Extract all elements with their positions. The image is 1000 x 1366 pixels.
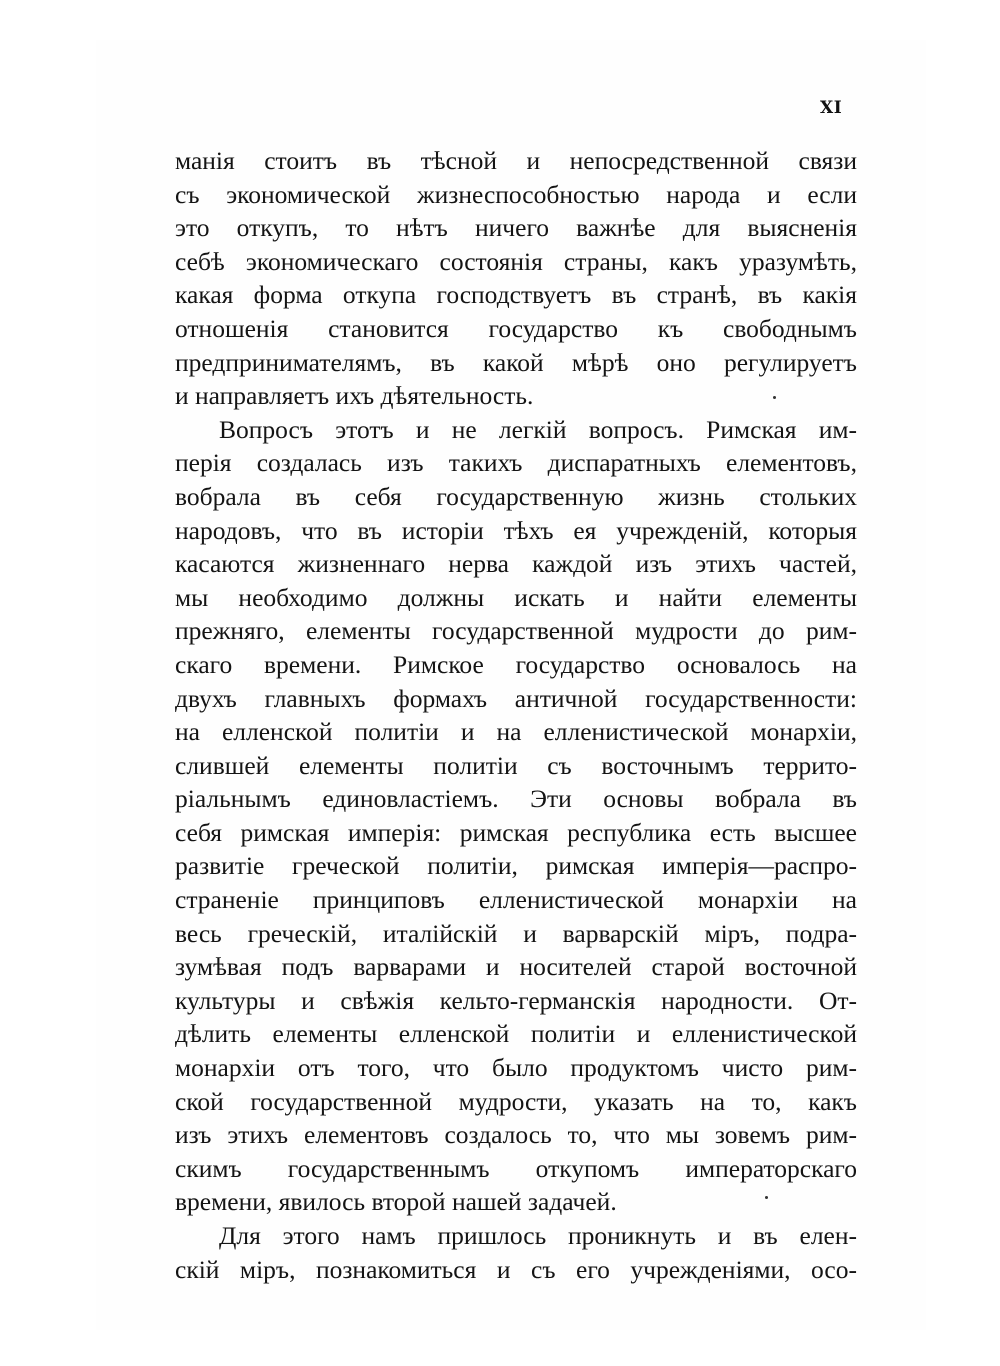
text-line: себѣ экономическаго состоянія страны, какъ уразумѣть,	[175, 246, 857, 276]
text-line: Для этого намъ пришлось проникнуть и въ елен-	[219, 1221, 857, 1250]
text-line: времени, явилось второй нашей задачей.	[175, 1187, 617, 1217]
text-line: мы необходимо должны искать и найти елементы	[175, 582, 857, 612]
text-line: скаго времени. Римское государство основалось на	[175, 649, 857, 679]
body-text	[175, 144, 857, 1286]
text-line: народовъ, что въ исторіи тѣхъ ея учрежденій, которыя	[175, 515, 857, 545]
text-line: вобрала въ себя государственную жизнь стольких	[175, 481, 857, 511]
page-number: XI	[820, 98, 843, 118]
text-line: манія стоитъ въ тѣсной и непосредственной связи	[175, 146, 857, 175]
text-line: ской государственной мудрости, указать на то, какъ	[175, 1086, 857, 1116]
paragraph-3	[175, 1219, 857, 1286]
text-line: предпринимателямъ, въ какой мѣрѣ оно регулируетъ	[175, 347, 857, 377]
paragraph-2	[175, 413, 857, 1219]
text-line: развитіе греческой политіи, римская имперія—распро-	[175, 851, 857, 881]
text-line: монархіи отъ того, что было продуктомъ чисто рим-	[175, 1053, 857, 1083]
text-line: страненіе принциповъ елленистической монархіи на	[175, 885, 857, 915]
text-line: скій міръ, познакомиться и съ его учрежденіями, осо-	[175, 1254, 857, 1284]
text-line: весь греческій, италійскій и варварскій міръ, подра-	[175, 918, 857, 948]
text-line: какая форма откупа господствуетъ въ странѣ, въ какія	[175, 280, 857, 310]
text-line: съ экономической жизнеспособностью народа и если	[175, 179, 857, 209]
text-line: себя римская имперія: римская республика есть высшее	[175, 817, 857, 847]
text-line: отношенія становится государство къ свободнымъ	[175, 313, 857, 343]
text-line: дѣлить елементы елленской политіи и елленистической	[175, 1019, 857, 1049]
text-line: это откупъ, то нѣтъ ничего важнѣе для выясненія	[175, 213, 857, 243]
text-line: ріальнымъ единовластіемъ. Эти основы вобрала въ	[175, 784, 857, 814]
scan-speck	[765, 1196, 768, 1199]
text-line: и направляетъ ихъ дѣятельность.	[175, 381, 534, 411]
text-line: прежняго, елементы государственной мудрости до рим-	[175, 616, 857, 646]
text-line: зумѣвая подъ варварами и носителей старой восточной	[175, 952, 857, 982]
text-line: перія создалась изъ такихъ диспаратныхъ елементовъ,	[175, 448, 857, 478]
paragraph-1	[175, 144, 857, 413]
text-line: изъ этихъ елементовъ создалось то, что мы зовемъ рим-	[175, 1120, 857, 1150]
text-line: Вопросъ этотъ и не легкій вопросъ. Римская им-	[219, 414, 857, 444]
text-line: скимъ государственнымъ откупомъ императорскаго	[175, 1153, 857, 1183]
text-line: двухъ главныхъ формахъ античной государственности:	[175, 683, 857, 713]
text-line: на елленской политіи и на елленистической монархіи,	[175, 717, 857, 747]
text-line: культуры и свѣжія кельто-германскія народности. От-	[175, 985, 857, 1015]
text-line: касаются жизненнаго нерва каждой изъ этихъ частей,	[175, 549, 857, 579]
text-line: слившей елементы политіи съ восточнымъ террито-	[175, 750, 857, 780]
scan-speck	[773, 396, 776, 399]
